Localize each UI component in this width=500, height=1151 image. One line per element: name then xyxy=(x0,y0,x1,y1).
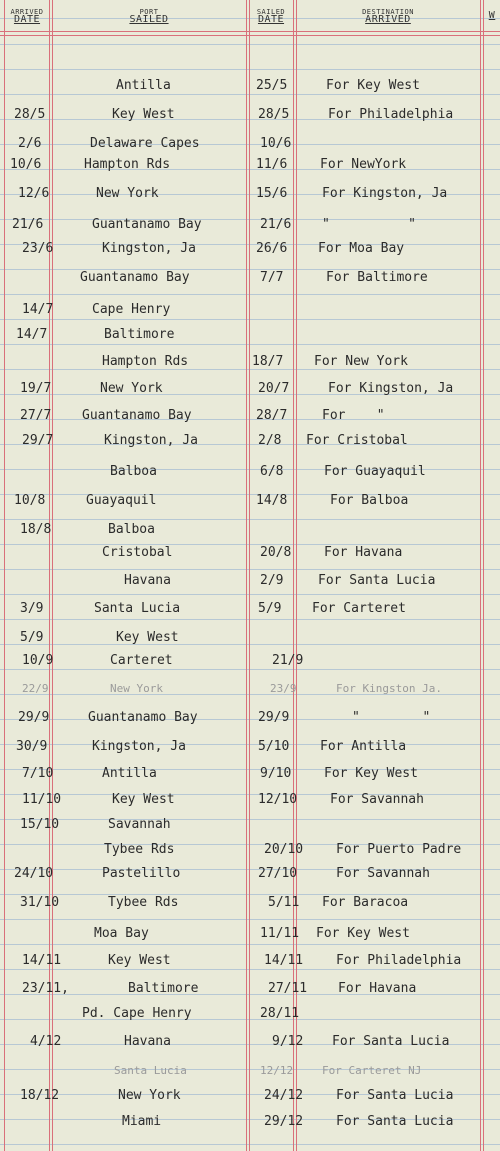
sailed-date: 20/8 xyxy=(260,545,292,560)
arrived-date: 24/10 xyxy=(14,866,54,881)
destination: For Baracoa xyxy=(322,895,409,910)
port-sailed: Antilla xyxy=(116,78,171,93)
port-sailed: Pd. Cape Henry xyxy=(82,1006,192,1021)
port-sailed: Santa Lucia xyxy=(94,601,181,616)
sailed-date: 14/11 xyxy=(264,953,304,968)
sailed-date: 29/9 xyxy=(258,710,290,725)
arrived-date: 10/9 xyxy=(22,653,54,668)
destination: For Baltimore xyxy=(326,270,428,285)
destination: For Santa Lucia xyxy=(336,1088,454,1103)
port-sailed: Key West xyxy=(112,107,175,122)
sailed-date: 11/11 xyxy=(260,926,300,941)
port-sailed: Pastelillo xyxy=(102,866,181,881)
port-sailed: Santa Lucia xyxy=(114,1064,187,1077)
destination: For Kingston Ja. xyxy=(336,682,442,695)
header-sailed-big: DATE xyxy=(257,14,285,25)
arrived-date: 10/8 xyxy=(14,493,46,508)
port-sailed: Tybee Rds xyxy=(108,895,179,910)
port-sailed: Baltimore xyxy=(104,327,175,342)
arrived-date: 30/9 xyxy=(16,739,48,754)
destination: For Philadelphia xyxy=(336,953,462,968)
destination: For Key West xyxy=(316,926,410,941)
port-sailed: Kingston, Ja xyxy=(102,241,196,256)
port-sailed: Havana xyxy=(124,573,171,588)
port-sailed: Guantanamo Bay xyxy=(80,270,190,285)
arrived-date: 27/7 xyxy=(20,408,52,423)
sailed-date: 5/11 xyxy=(268,895,300,910)
destination: For New York xyxy=(314,354,408,369)
destination: For NewYork xyxy=(320,157,407,172)
destination: For Puerto Padre xyxy=(336,842,462,857)
sailed-date: 20/7 xyxy=(258,381,290,396)
destination: For Key West xyxy=(324,766,418,781)
sailed-date: 21/6 xyxy=(260,217,292,232)
destination: For Savannah xyxy=(330,792,424,807)
header-sailed-small: SAILED xyxy=(256,8,286,16)
sailed-date: 5/9 xyxy=(258,601,282,616)
sailed-date: 9/12 xyxy=(272,1034,304,1049)
arrived-date: 3/9 xyxy=(20,601,44,616)
arrived-date: 28/5 xyxy=(14,107,46,122)
destination: " " xyxy=(352,710,431,725)
arrived-date: 2/6 xyxy=(18,136,42,151)
destination: For Key West xyxy=(326,78,420,93)
port-sailed: Savannah xyxy=(108,817,171,832)
arrived-date: 11/10 xyxy=(22,792,62,807)
sailed-date: 25/5 xyxy=(256,78,288,93)
sailed-date: 24/12 xyxy=(264,1088,304,1103)
sailed-date: 27/10 xyxy=(258,866,298,881)
port-sailed: Baltimore xyxy=(128,981,199,996)
destination: For Santa Lucia xyxy=(318,573,436,588)
port-sailed: Moa Bay xyxy=(94,926,149,941)
destination: For Carteret NJ xyxy=(322,1064,422,1077)
sailed-date: 26/6 xyxy=(256,241,288,256)
port-sailed: New York xyxy=(118,1088,181,1103)
sailed-date: 11/6 xyxy=(256,157,288,172)
destination: For Kingston, Ja xyxy=(322,186,448,201)
arrived-date: 7/10 xyxy=(22,766,54,781)
port-sailed: Miami xyxy=(122,1114,162,1129)
port-sailed: Balboa xyxy=(110,464,157,479)
port-sailed: Hampton Rds xyxy=(84,157,171,172)
port-sailed: Guantanamo Bay xyxy=(92,217,202,232)
destination: For Guayaquil xyxy=(324,464,426,479)
header-arrived-small: ARRIVED xyxy=(10,8,44,16)
port-sailed: Guayaquil xyxy=(86,493,157,508)
port-sailed: New York xyxy=(96,186,159,201)
header-destination-small: DESTINATION xyxy=(362,8,414,16)
arrived-date: 10/6 xyxy=(10,157,42,172)
sailed-date: 18/7 xyxy=(252,354,284,369)
destination: For Antilla xyxy=(320,739,407,754)
arrived-date: 23/11, xyxy=(22,981,69,996)
sailed-date: 9/10 xyxy=(260,766,292,781)
sailed-date: 15/6 xyxy=(256,186,288,201)
sailed-date: 6/8 xyxy=(260,464,284,479)
arrived-date: 18/8 xyxy=(20,522,52,537)
port-sailed: Cristobal xyxy=(102,545,173,560)
sailed-date: 21/9 xyxy=(272,653,304,668)
sailed-date: 23/9 xyxy=(270,682,297,695)
header-extra-label: W xyxy=(488,10,496,21)
port-sailed: Hampton Rds xyxy=(102,354,189,369)
sailed-date: 12/12 xyxy=(260,1064,294,1077)
sailed-date: 28/11 xyxy=(260,1006,300,1021)
destination: For Balboa xyxy=(330,493,409,508)
port-sailed: Carteret xyxy=(110,653,173,668)
destination: For Santa Lucia xyxy=(336,1114,454,1129)
destination: For Savannah xyxy=(336,866,430,881)
destination: For " xyxy=(322,408,385,423)
sailed-date: 10/6 xyxy=(260,136,292,151)
destination: For Santa Lucia xyxy=(332,1034,450,1049)
sailed-date: 2/9 xyxy=(260,573,284,588)
header-destination-big: ARRIVED xyxy=(365,14,411,25)
sailed-date: 2/8 xyxy=(258,433,282,448)
arrived-date: 12/6 xyxy=(18,186,50,201)
header-port-big: SAILED xyxy=(129,14,169,25)
sailed-date: 29/12 xyxy=(264,1114,304,1129)
port-sailed: Havana xyxy=(124,1034,171,1049)
port-sailed: Key West xyxy=(116,630,179,645)
arrived-date: 19/7 xyxy=(20,381,52,396)
port-sailed: Kingston, Ja xyxy=(92,739,186,754)
header-arrived-big: DATE xyxy=(13,14,41,25)
arrived-date: 14/7 xyxy=(22,302,54,317)
sailed-date: 28/5 xyxy=(258,107,290,122)
sailed-date: 12/10 xyxy=(258,792,298,807)
destination: " " xyxy=(322,217,416,232)
port-sailed: Tybee Rds xyxy=(104,842,175,857)
sailed-date: 14/8 xyxy=(256,493,288,508)
destination: For Havana xyxy=(338,981,417,996)
port-sailed: Guantanamo Bay xyxy=(88,710,198,725)
arrived-date: 5/9 xyxy=(20,630,44,645)
arrived-date: 14/11 xyxy=(22,953,62,968)
arrived-date: 4/12 xyxy=(30,1034,62,1049)
arrived-date: 18/12 xyxy=(20,1088,60,1103)
port-sailed: Balboa xyxy=(108,522,155,537)
port-sailed: New York xyxy=(110,682,163,695)
port-sailed: Guantanamo Bay xyxy=(82,408,192,423)
port-sailed: Antilla xyxy=(102,766,157,781)
port-sailed: New York xyxy=(100,381,163,396)
destination: For Philadelphia xyxy=(328,107,454,122)
port-sailed: Key West xyxy=(108,953,171,968)
arrived-date: 23/6 xyxy=(22,241,54,256)
arrived-date: 29/9 xyxy=(18,710,50,725)
arrived-date: 22/9 xyxy=(22,682,49,695)
sailed-date: 7/7 xyxy=(260,270,284,285)
sailed-date: 28/7 xyxy=(256,408,288,423)
port-sailed: Kingston, Ja xyxy=(104,433,198,448)
destination: For Cristobal xyxy=(306,433,408,448)
header-port-small: PORT xyxy=(139,8,159,16)
arrived-date: 21/6 xyxy=(12,217,44,232)
port-sailed: Key West xyxy=(112,792,175,807)
sailed-date: 5/10 xyxy=(258,739,290,754)
port-sailed: Delaware Capes xyxy=(90,136,200,151)
destination: For Moa Bay xyxy=(318,241,405,256)
sailed-date: 27/11 xyxy=(268,981,308,996)
destination: For Kingston, Ja xyxy=(328,381,454,396)
sailed-date: 20/10 xyxy=(264,842,304,857)
destination: For Havana xyxy=(324,545,403,560)
port-sailed: Cape Henry xyxy=(92,302,171,317)
arrived-date: 31/10 xyxy=(20,895,60,910)
arrived-date: 14/7 xyxy=(16,327,48,342)
destination: For Carteret xyxy=(312,601,406,616)
arrived-date: 29/7 xyxy=(22,433,54,448)
arrived-date: 15/10 xyxy=(20,817,60,832)
